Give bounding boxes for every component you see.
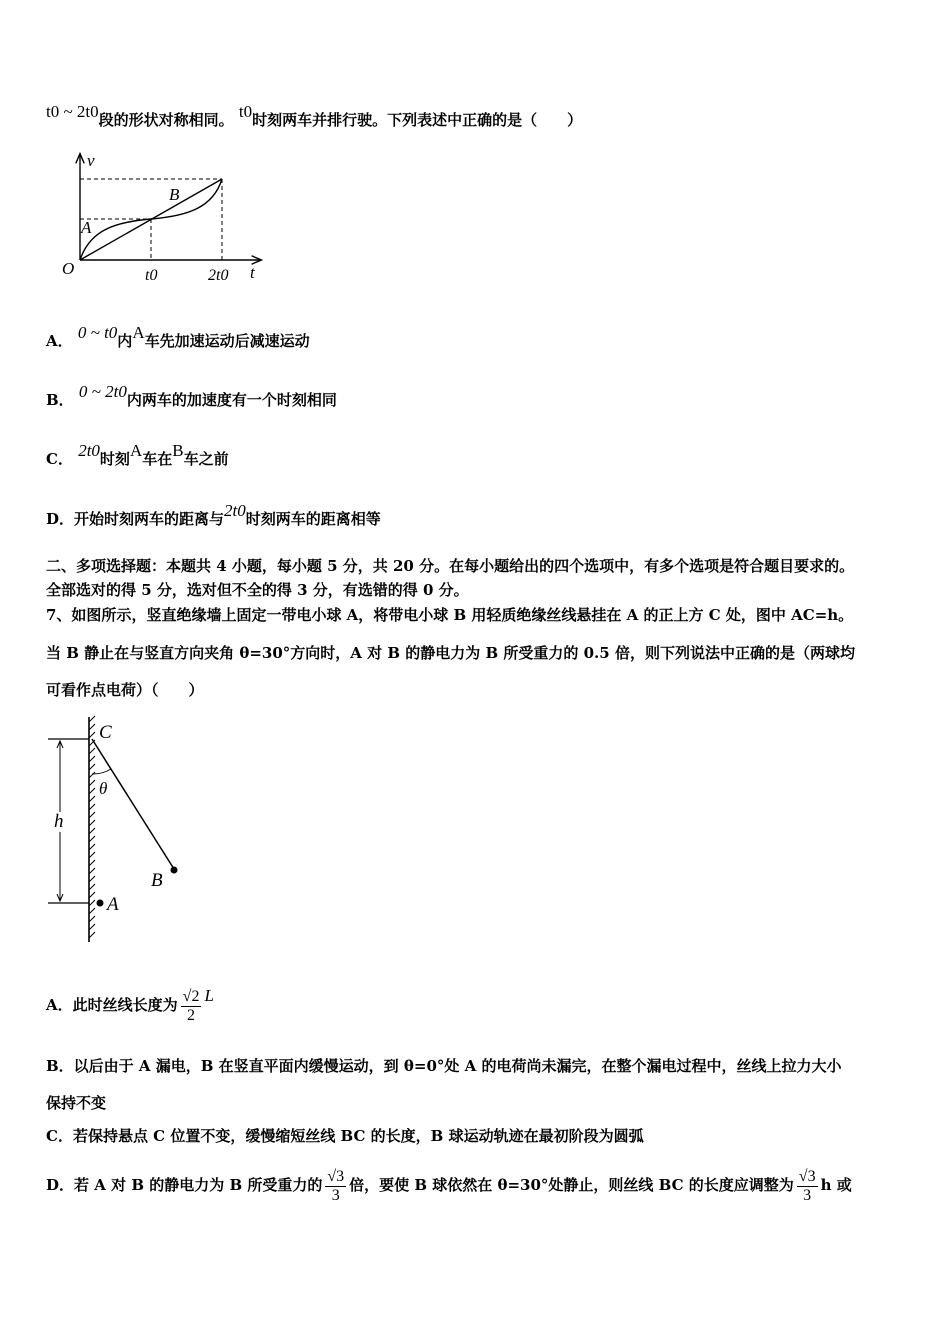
q7-label-h: h (54, 811, 64, 832)
q7-option-b-line2: 保持不变 (46, 1094, 107, 1112)
q7-option-b-line1[interactable]: B．以后由于 A 漏电，B 在竖直平面内缓慢运动，到 θ=0°处 A 的电荷尚未漏完，在整个漏电过程中，丝线上拉力大小 (46, 1057, 842, 1075)
q7-option-a-fraction: $\frac{√2}{2}$ (182, 987, 200, 1024)
q7-wall-hatch (89, 716, 95, 938)
q6-option-a-math: 0 ~ t0 (77, 323, 118, 342)
q6-label-t: t (250, 263, 255, 282)
q6-option-d[interactable]: D．开始时刻两车的距离与2t0时刻两车的距离相等 (46, 501, 381, 528)
q6-option-c-math: 2t0 (78, 441, 100, 460)
q6-label-v: v (87, 151, 95, 170)
q7-line1: 7、如图所示，竖直绝缘墙上固定一带电小球 A，将带电小球 B 用轻质绝缘丝线悬挂在 A 的正上方 C 处，图中 AC=h。 (46, 606, 854, 624)
q6-intro-text1: 段的形状对称相同。 (98, 111, 234, 129)
section2-line2: 全部选对的得 5 分，选对但不全的得 3 分，有选错的得 0 分。 (46, 581, 469, 599)
q6-label-a: A (81, 218, 92, 237)
q6-vt-graph (55, 150, 275, 290)
q6-intro-math-t0: t0 (238, 102, 253, 121)
q7-option-d-fraction2: $\frac{√3}{3}$ (798, 1167, 816, 1204)
q7-option-d-fraction1: $\frac{√3}{3}$ (327, 1167, 345, 1204)
section2-line1: 二、多项选择题：本题共 4 小题，每小题 5 分，共 20 分。在每小题给出的四个选项中，有多个选项是符合题目要求的。 (46, 557, 855, 575)
q7-label-c: C (99, 722, 112, 743)
q7-option-d[interactable]: D．若 A 对 B 的静电力为 B 所受重力的 $\frac{√3}{3}$ 倍，要使 B 球依然在 θ=30°处静止，则丝线 BC 的长度应调整为 $\frac{√3}{3}$ h 或 (46, 1167, 852, 1204)
q6-option-a[interactable]: A． 0 ~ t0内A车先加速运动后减速运动 (46, 323, 310, 350)
q6-intro (46, 102, 583, 130)
q6-intro-text2: 时刻两车并排行驶。下列表述中正确的是（ ） (252, 111, 583, 129)
q6-tick-2t0: 2t0 (208, 267, 229, 284)
q7-figure (45, 712, 205, 947)
q6-label-b: B (169, 185, 180, 204)
q7-label-theta: θ (99, 779, 108, 798)
q7-option-c[interactable]: C．若保持悬点 C 位置不变，缓慢缩短丝线 BC 的长度，B 球运动轨迹在最初阶段为圆弧 (46, 1127, 644, 1145)
q6-tick-t0: t0 (145, 267, 158, 284)
q6-intro-math-range: t0 ~ 2t0 (46, 102, 99, 121)
q7-line3: 可看作点电荷）（ ） (46, 681, 204, 699)
q6-option-d-math: 2t0 (224, 501, 246, 520)
q6-option-c[interactable]: C． 2t0时刻A车在B车之前 (46, 441, 229, 468)
q6-label-origin: O (62, 259, 75, 278)
q7-line2: 当 B 静止在与竖直方向夹角 θ=30°方向时，A 对 B 的静电力为 B 所受重力的 0.5 倍，则下列说法中正确的是（两球均 (46, 644, 855, 662)
q7-ball-b (171, 867, 178, 874)
q7-option-a[interactable]: A．此时丝线长度为 $\frac{√2}{2}$ L (46, 986, 214, 1024)
q6-option-b[interactable]: B． 0 ~ 2t0内两车的加速度有一个时刻相同 (46, 382, 337, 409)
q6-option-b-math: 0 ~ 2t0 (78, 382, 127, 401)
q7-label-a: A (107, 894, 119, 915)
q7-ball-a (97, 900, 104, 907)
q7-thread (92, 739, 174, 869)
q7-label-b: B (151, 870, 163, 891)
